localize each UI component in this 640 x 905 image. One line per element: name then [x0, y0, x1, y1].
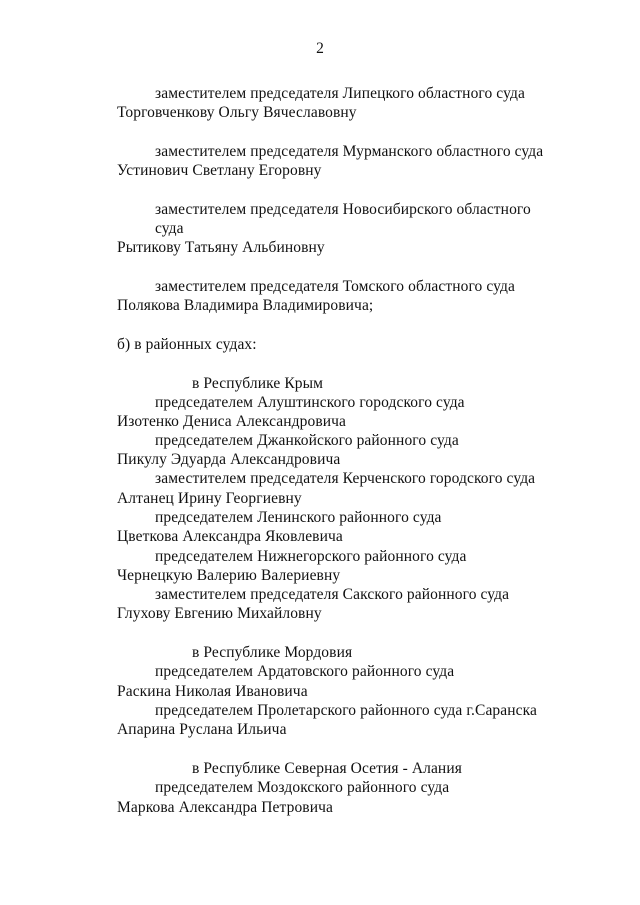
appointment-position-continued: суда [155, 220, 184, 237]
appointment-position: заместителем председателя Сакского районного суда [155, 586, 510, 603]
region-title: в Республике Северная Осетия - Алания [192, 760, 462, 777]
appointment-position: председателем Моздокского районного суда [155, 779, 450, 796]
appointee-name: Полякова Владимира Владимировича; [117, 297, 374, 314]
appointee-name: Алтанец Ирину Георгиевну [117, 490, 302, 507]
appointment-position: заместителем председателя Новосибирского областного [155, 201, 531, 218]
appointment-position: председателем Ленинского районного суда [155, 509, 442, 526]
appointee-name: Изотенко Дениса Александровича [117, 413, 347, 430]
appointment-position: председателем Алуштинского городского суда [155, 394, 465, 411]
appointment-position: заместителем председателя Керченского городского суда [155, 470, 536, 487]
appointee-name: Рытикову Татьяну Альбиновну [117, 239, 325, 256]
appointee-name: Раскина Николая Ивановича [117, 683, 308, 700]
section-heading: б) в районных судах: [117, 336, 257, 353]
appointee-name: Глухову Евгению Михайловну [117, 605, 322, 622]
appointment-position: председателем Джанкойского районного суда [155, 432, 459, 449]
appointment-position: заместителем председателя Томского областного суда [155, 278, 515, 295]
appointee-name: Устинович Светлану Егоровну [117, 162, 322, 179]
appointee-name: Чернецкую Валерию Валериевну [117, 567, 341, 584]
region-title: в Республике Мордовия [192, 644, 353, 661]
appointment-position: председателем Пролетарского районного суда г.Саранска [155, 702, 538, 719]
appointee-name: Пикулу Эдуарда Александровича [117, 451, 341, 468]
appointment-position: председателем Ардатовского районного суда [155, 663, 455, 680]
appointee-name: Торговченкову Ольгу Вячеславовну [117, 104, 357, 121]
appointment-position: заместителем председателя Липецкого областного суда [155, 85, 525, 102]
appointment-position: председателем Нижнегорского районного суда [155, 548, 467, 565]
appointee-name: Цветкова Александра Яковлевича [117, 528, 343, 545]
appointee-name: Маркова Александра Петровича [117, 799, 333, 816]
page-number: 2 [316, 40, 324, 57]
region-title: в Республике Крым [192, 375, 324, 392]
appointee-name: Апарина Руслана Ильича [117, 721, 287, 738]
appointment-position: заместителем председателя Мурманского областного суда [155, 143, 544, 160]
